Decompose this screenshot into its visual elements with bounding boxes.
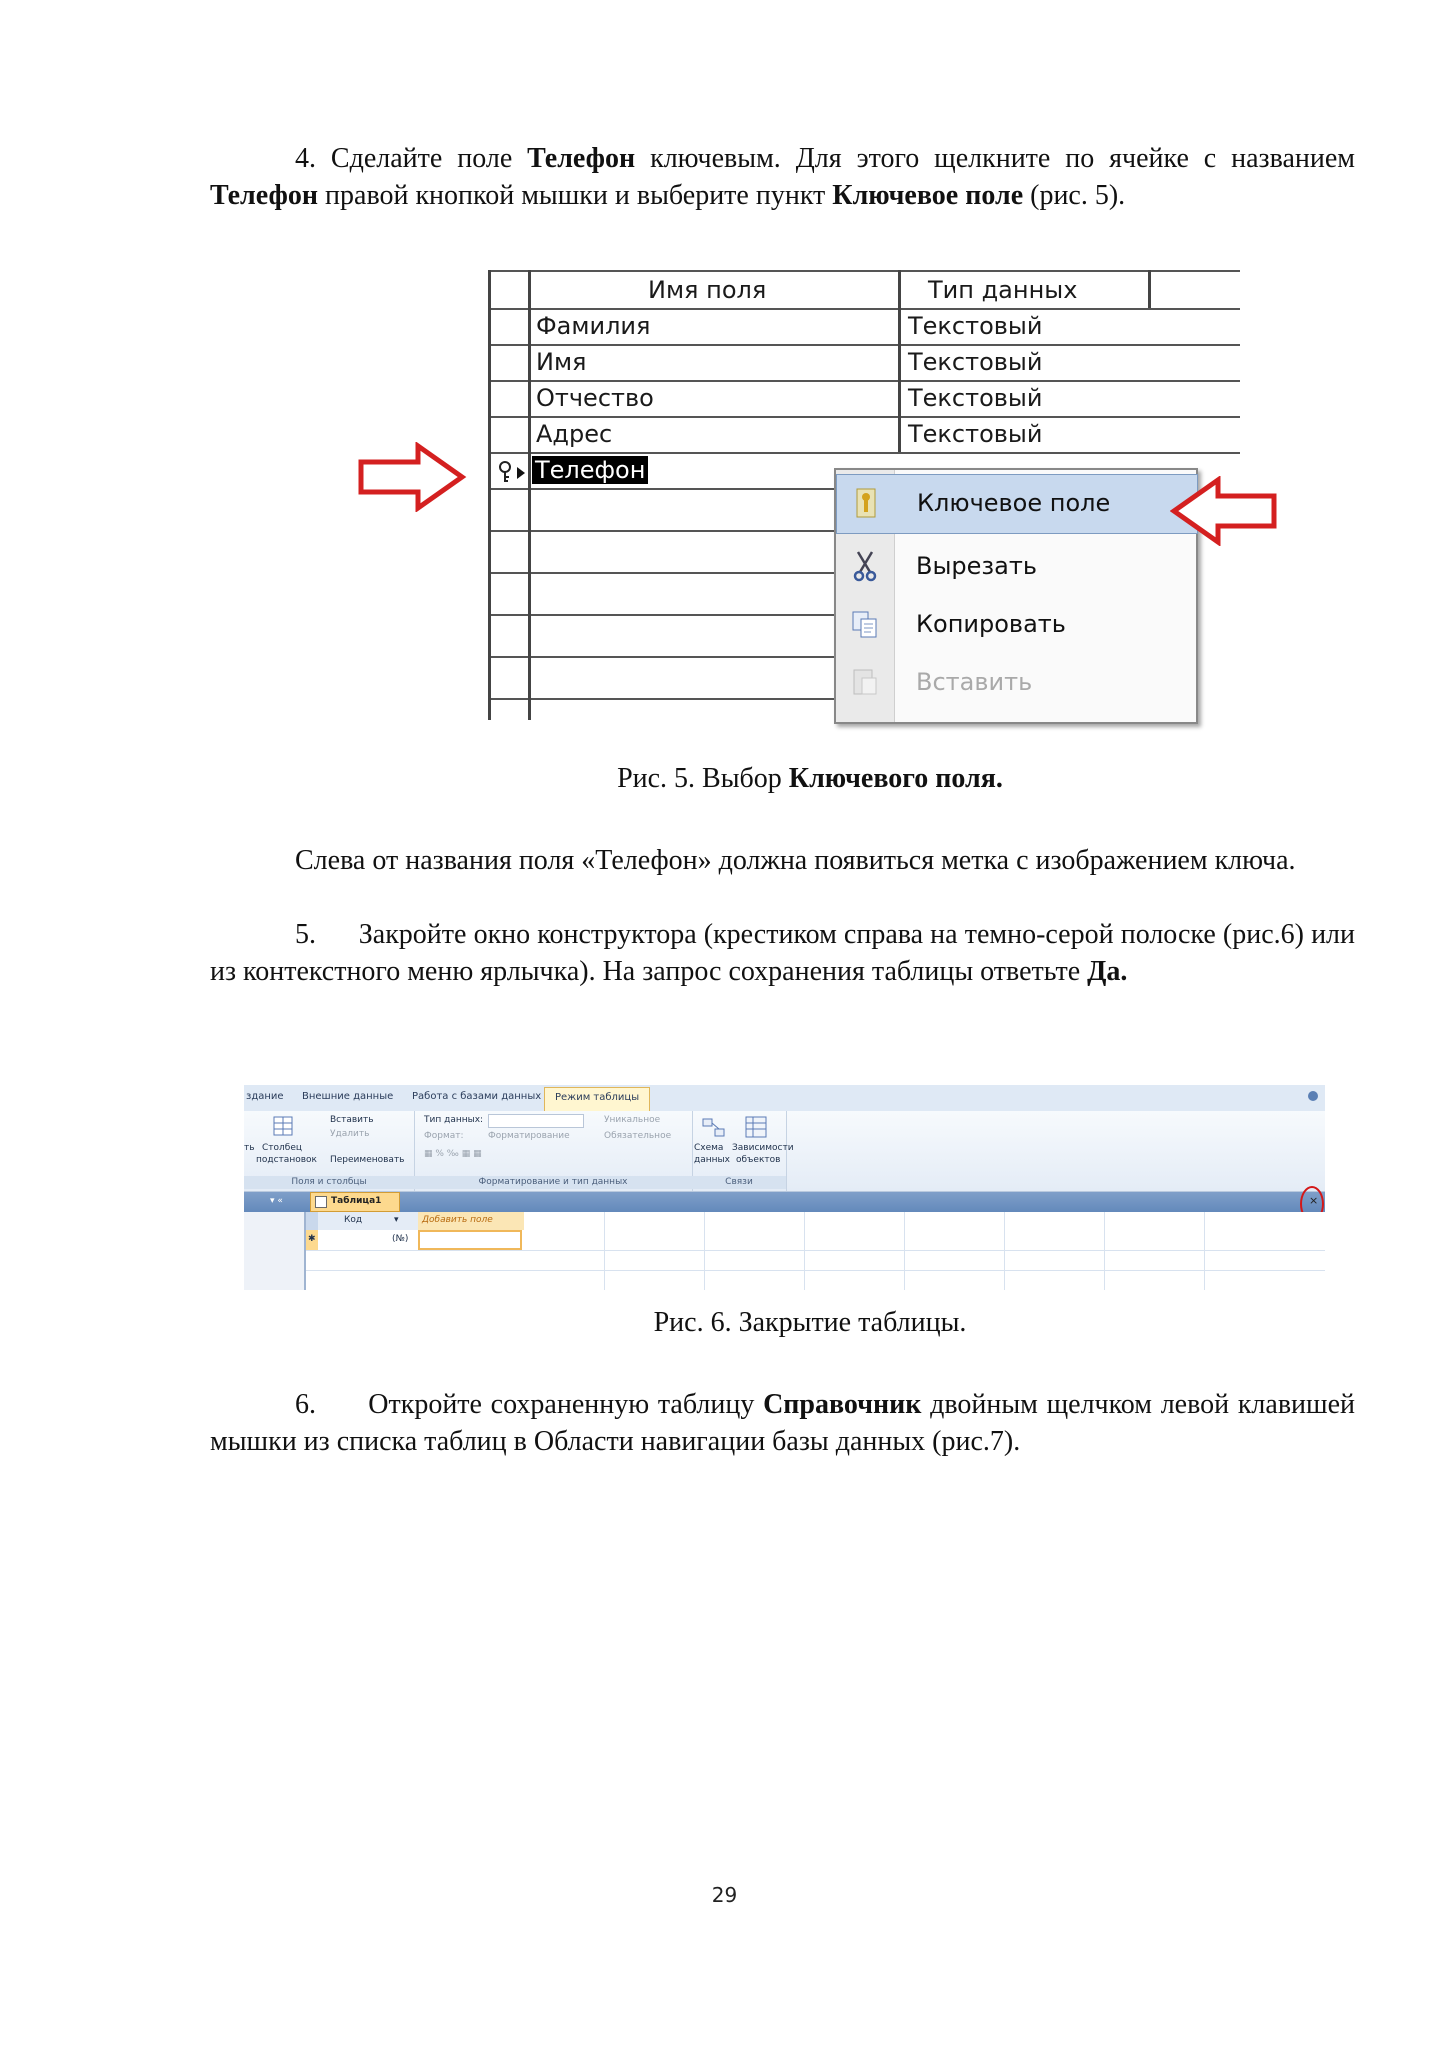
figure-5-caption: Рис. 5. Выбор Ключевого поля.	[617, 763, 1003, 794]
add-field-header[interactable]: Добавить поле	[422, 1215, 493, 1225]
key-icon	[496, 460, 514, 484]
col-header-field-name: Имя поля	[648, 276, 767, 304]
scissors-icon	[850, 550, 880, 582]
paste-icon	[850, 666, 880, 698]
data-type-select[interactable]	[488, 1114, 584, 1128]
new-record-icon: ✱	[308, 1234, 316, 1244]
data-type-cell[interactable]: Текстовый	[908, 348, 1043, 376]
copy-icon	[850, 608, 880, 640]
datasheet-grid	[244, 1212, 1325, 1290]
group-relationships: Схема данных Зависимости объектов Связи	[692, 1111, 787, 1191]
data-type-cell[interactable]: Текстовый	[908, 384, 1043, 412]
page-number: 29	[711, 1883, 738, 1907]
document-tab[interactable]: Таблица1	[310, 1192, 400, 1212]
group-fields-columns: ть Столбец подстановок Вставить Удалить Переименовать Поля и столбцы	[244, 1111, 415, 1191]
right-arrow-icon	[1170, 476, 1278, 546]
tab-datasheet-active[interactable]: Режим таблицы	[544, 1087, 650, 1112]
document-tab-bar	[244, 1192, 1325, 1212]
schema-icon[interactable]	[702, 1117, 726, 1139]
field-name-cell[interactable]: Отчество	[536, 384, 654, 412]
figure-5-key-field	[358, 262, 1278, 722]
tab-database-tools[interactable]: Работа с базами данных	[412, 1091, 542, 1102]
data-type-cell[interactable]: Текстовый	[908, 420, 1043, 448]
field-name-cell[interactable]: Имя	[536, 348, 587, 376]
close-icon[interactable]: ×	[1309, 1194, 1319, 1207]
table-icon	[315, 1196, 327, 1208]
menu-item-copy[interactable]: Копировать	[836, 596, 1196, 654]
data-type-cell[interactable]: Текстовый	[908, 312, 1043, 340]
rename-button[interactable]: Переименовать	[330, 1155, 405, 1165]
step6-paragraph: 6. Откройте сохраненную таблицу Справочник двойным щелчком левой клавишей мышки из списка таблиц в Области навигации базы данных (рис.7).	[210, 1389, 1356, 1457]
col-header-data-type: Тип данных	[928, 276, 1078, 304]
key-mark-paragraph: Слева от названия поля «Телефон» должна появиться метка с изображением ключа.	[295, 845, 1296, 876]
key-icon	[851, 487, 881, 519]
ribbon-body	[244, 1111, 1325, 1192]
row-selector-icon	[516, 466, 526, 480]
tab-external-data[interactable]: Внешние данные	[302, 1091, 394, 1102]
step5-paragraph: 5. Закройте окно конструктора (крестиком справа на темно-серой полоске (рис.6) или из контекстного меню ярлычка). На запрос сохранения таблицы ответьте Да.	[210, 919, 1356, 987]
nav-pane-toggle-icon[interactable]: ▾ «	[270, 1196, 283, 1206]
format-icons: ▦ % ‰ ▦ ▦	[424, 1149, 482, 1159]
figure-6-close-table	[244, 1085, 1325, 1290]
figure-6-caption: Рис. 6. Закрытие таблицы.	[653, 1307, 967, 1338]
format-select: Форматирование	[488, 1131, 570, 1141]
insert-button[interactable]: Вставить	[330, 1115, 374, 1125]
required-checkbox: Обязательное	[604, 1131, 672, 1141]
context-menu	[834, 468, 1198, 724]
ribbon-tabs	[244, 1085, 1325, 1111]
field-name-cell[interactable]: Фамилия	[536, 312, 651, 340]
delete-button: Удалить	[330, 1129, 370, 1139]
add-column-icon[interactable]	[272, 1115, 294, 1137]
tab-create[interactable]: здание	[246, 1091, 284, 1102]
left-arrow-icon	[358, 442, 468, 512]
step4-paragraph: 4. Сделайте поле Телефон ключевым. Для этого щелкните по ячейке с названием Телефон правой кнопкой мышки и выберите пункт Ключевое поле (рис. 5).	[210, 143, 1355, 211]
col-header-id[interactable]: Код	[344, 1215, 363, 1225]
unique-checkbox: Уникальное	[604, 1115, 661, 1125]
selected-field-cell[interactable]: Телефон	[532, 456, 648, 484]
menu-item-primary-key[interactable]: Ключевое поле	[836, 474, 1198, 534]
dropdown-arrow-icon[interactable]: ▾	[394, 1215, 399, 1225]
menu-item-cut[interactable]: Вырезать	[836, 538, 1196, 596]
menu-item-paste: Вставить	[836, 654, 1196, 712]
group-formatting: Тип данных: Формат: Форматирование Уникальное Обязательное ▦ % ‰ ▦ ▦ Форматирование и тип данных	[414, 1111, 693, 1191]
help-icon[interactable]	[1308, 1091, 1318, 1101]
field-name-cell[interactable]: Адрес	[536, 420, 613, 448]
dependencies-icon[interactable]	[744, 1115, 768, 1139]
new-row-autonumber[interactable]: (№)	[392, 1234, 409, 1244]
